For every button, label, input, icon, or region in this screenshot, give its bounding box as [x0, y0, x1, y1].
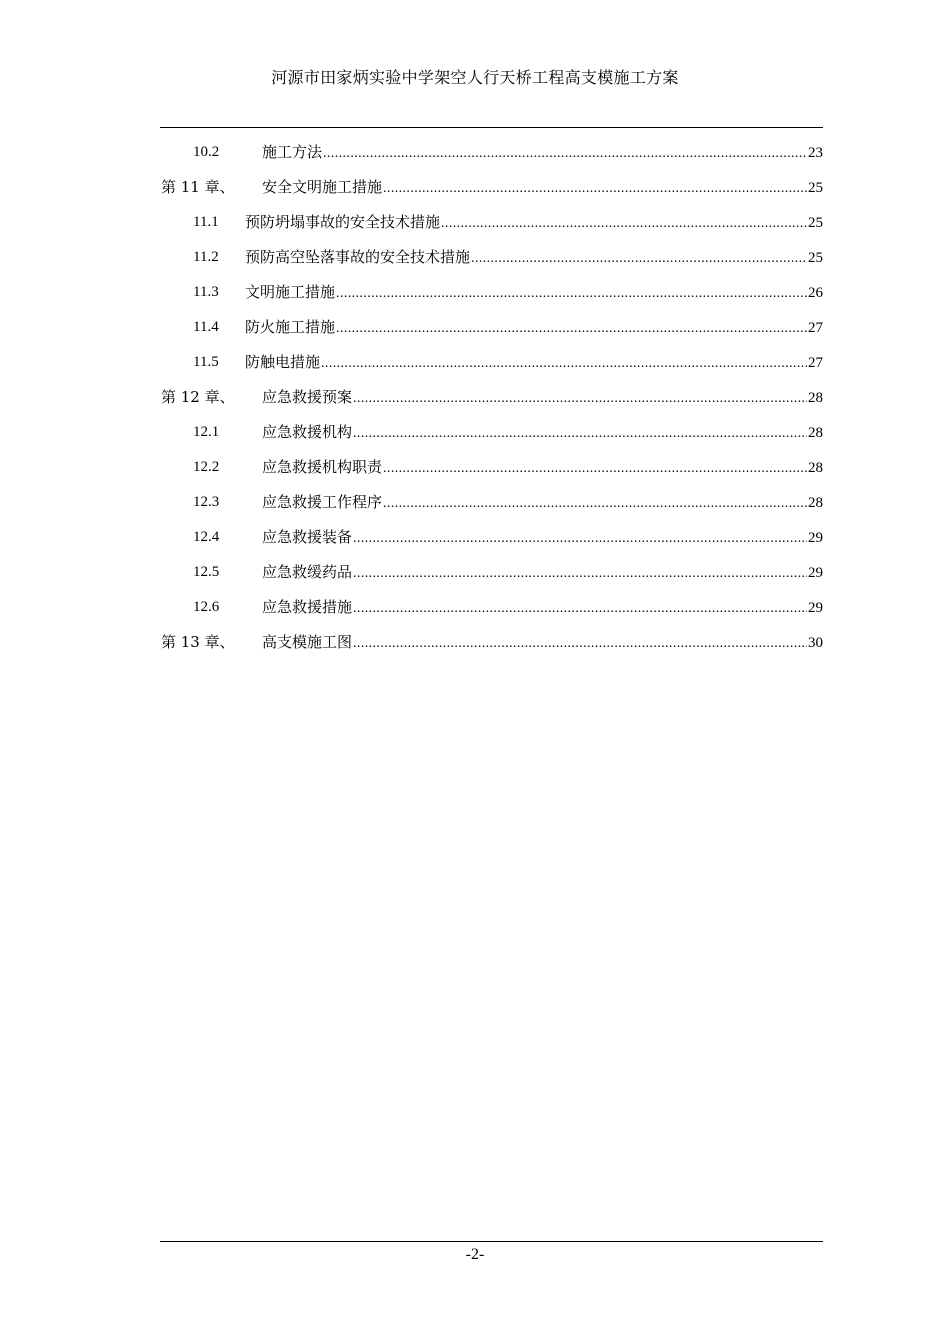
toc-entry-title: 应急救援措施: [262, 598, 353, 616]
toc-entry-page: 28: [808, 495, 823, 511]
toc-entry-page: 29: [808, 600, 823, 616]
toc-entry-number: 11.4: [193, 319, 219, 335]
toc-dot-leader: [353, 420, 807, 446]
toc-entry-page: 26: [808, 285, 823, 301]
toc-entry-title: 应急救援机构: [262, 423, 353, 441]
toc-entry-page: 29: [808, 565, 823, 581]
toc-entry-page: 28: [808, 425, 823, 441]
toc-entry[interactable]: [160, 560, 823, 595]
toc-entry-number: 11.2: [193, 249, 219, 265]
toc-entry-number: 第 12 章、: [161, 388, 235, 406]
toc-entry-title: 施工方法: [262, 143, 323, 161]
toc-entry[interactable]: [160, 315, 823, 350]
toc-entry[interactable]: [160, 525, 823, 560]
toc-entry-title: 应急救缓药品: [262, 563, 353, 581]
toc-entry[interactable]: [160, 595, 823, 630]
toc-entry-number: 11.5: [193, 354, 219, 370]
toc-dot-leader: [353, 560, 807, 586]
toc-dot-leader: [383, 455, 807, 481]
toc-entry-number: 12.2: [193, 459, 220, 475]
toc-entry-number: 12.3: [193, 494, 220, 510]
toc-entry[interactable]: [160, 245, 823, 280]
toc-entry-number: 第 13 章、: [161, 633, 235, 651]
toc-entry-title: 预防坍塌事故的安全技术措施: [245, 213, 441, 231]
toc-entry-title: 高支模施工图: [262, 633, 353, 651]
toc-dot-leader: [471, 245, 807, 271]
toc-entry[interactable]: [160, 210, 823, 245]
toc-entry-number: 11.1: [193, 214, 219, 230]
toc-entry-number: 11.3: [193, 284, 219, 300]
toc-entry-number: 12.4: [193, 529, 220, 545]
page-number: -2-: [465, 1246, 485, 1263]
toc-entry[interactable]: [160, 140, 823, 175]
toc-dot-leader: [323, 140, 807, 166]
toc-entry-number: 第 11 章、: [161, 178, 235, 196]
toc-entry-page: 28: [808, 460, 823, 476]
toc-entry[interactable]: [160, 175, 823, 210]
toc-entry-title: 安全文明施工措施: [262, 178, 383, 196]
toc-dot-leader: [383, 490, 807, 516]
toc-entry-page: 27: [808, 320, 823, 336]
toc-dot-leader: [353, 385, 807, 411]
toc-entry[interactable]: [160, 385, 823, 420]
toc-entry-page: 30: [808, 635, 823, 651]
toc-entry[interactable]: [160, 455, 823, 490]
toc-entry-number: 10.2: [193, 144, 220, 160]
toc-entry[interactable]: [160, 490, 823, 525]
toc-entry[interactable]: [160, 630, 823, 665]
toc-entry-page: 27: [808, 355, 823, 371]
toc-dot-leader: [353, 595, 807, 621]
toc-entry[interactable]: [160, 420, 823, 455]
toc-entry[interactable]: [160, 280, 823, 315]
toc-entry-title: 应急救援工作程序: [262, 493, 383, 511]
toc-entry-page: 28: [808, 390, 823, 406]
toc-dot-leader: [336, 280, 807, 306]
toc-entry-title: 应急救援机构职责: [262, 458, 383, 476]
toc-entry-page: 25: [808, 250, 823, 266]
toc-entry-number: 12.6: [193, 599, 220, 615]
toc-dot-leader: [336, 315, 807, 341]
toc-entry-title: 应急救援装备: [262, 528, 353, 546]
toc-entry-page: 25: [808, 215, 823, 231]
footer-divider: [160, 1241, 823, 1242]
toc-entry-title: 应急救援预案: [262, 388, 353, 406]
toc-entry-number: 12.5: [193, 564, 220, 580]
toc-entry[interactable]: [160, 350, 823, 385]
document-header-title: 河源市田家炳实验中学架空人行天桥工程高支模施工方案: [271, 68, 679, 87]
toc-dot-leader: [321, 350, 807, 376]
toc-entry-title: 预防高空坠落事故的安全技术措施: [245, 248, 471, 266]
toc-entry-title: 防触电措施: [245, 353, 321, 371]
toc-entry-title: 防火施工措施: [245, 318, 336, 336]
toc-dot-leader: [353, 525, 807, 551]
toc-entry-page: 23: [808, 145, 823, 161]
toc-dot-leader: [441, 210, 807, 236]
toc-entry-number: 12.1: [193, 424, 220, 440]
toc-dot-leader: [353, 630, 807, 656]
header-divider: [160, 127, 823, 128]
table-of-contents: [160, 140, 823, 665]
toc-entry-page: 29: [808, 530, 823, 546]
toc-entry-title: 文明施工措施: [245, 283, 336, 301]
toc-dot-leader: [383, 175, 807, 201]
toc-entry-page: 25: [808, 180, 823, 196]
